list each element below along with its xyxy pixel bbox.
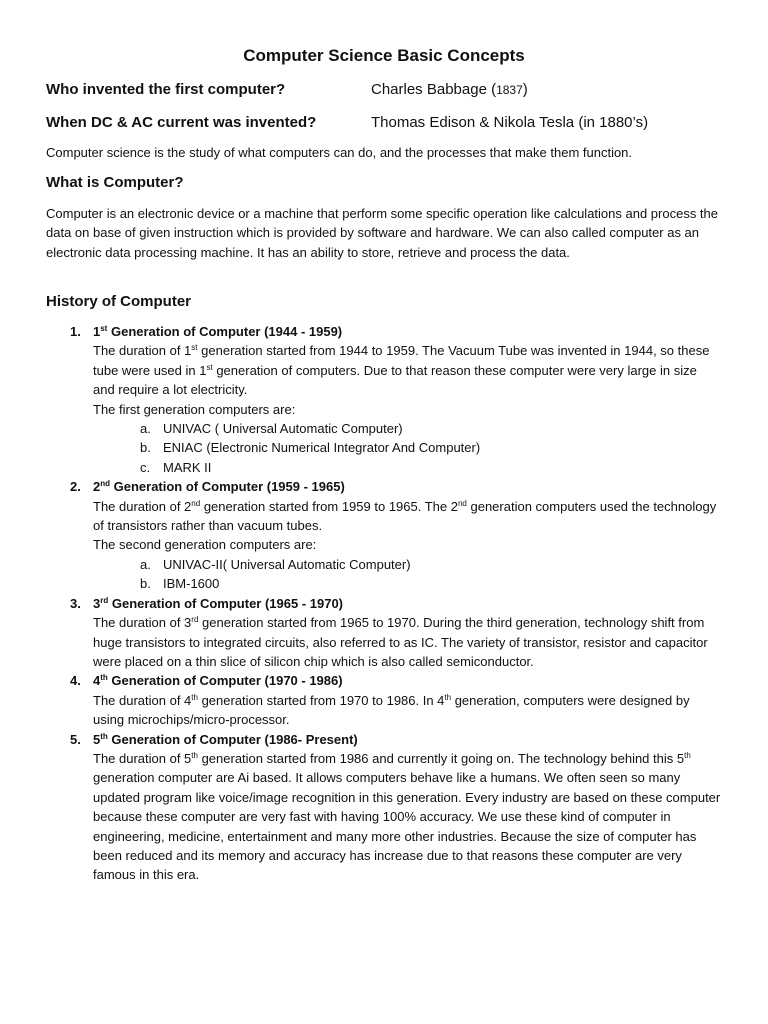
computer-list: [93, 555, 722, 594]
computer-name: UNIVAC-II( Universal Automatic Computer): [163, 556, 411, 572]
ordinal-suffix: rd: [100, 595, 109, 605]
generation-title: 1st Generation of Computer (1944 - 1959): [93, 324, 343, 339]
generation-item: [46, 730, 722, 885]
list-letter: c.: [140, 459, 151, 475]
list-letter: b.: [140, 576, 151, 592]
computer-list: [93, 419, 722, 477]
answer-year: 1837: [496, 83, 523, 97]
computer-name: MARK II: [163, 459, 212, 475]
generation-number: 5.: [70, 731, 81, 747]
answer: [371, 114, 648, 131]
what-heading: What is Computer?: [46, 174, 184, 191]
ordinal-suffix: th: [191, 750, 198, 760]
list-letter: b.: [140, 440, 151, 456]
ordinal-suffix: th: [100, 673, 108, 683]
ordinal-suffix: rd: [191, 615, 199, 625]
generation-description: The duration of 1st generation started from 1944 to 1959. The Vacuum Tube was invented in 1944, so these tube were used in 1st generation of computers. Due to that reason these computer were very large in size and require a lot electricity.: [93, 343, 710, 398]
answer-text: Thomas Edison & Nikola Tesla (in 1880’s): [371, 114, 649, 131]
what-paragraph: Computer is an electronic device or a machine that perform some specific operation like calculations and process the data on base of given instruction which is provided by software and hardware. We can also called computer as an electronic data processing machine. It has an ability to store, retrieve and process the data.: [46, 206, 719, 260]
generation-number: 4.: [70, 673, 81, 689]
list-letter: a.: [140, 556, 151, 572]
computer-list-item: [93, 574, 722, 593]
history-heading: History of Computer: [46, 293, 192, 310]
generation-number: 2.: [70, 479, 81, 495]
generation-number: 1.: [70, 324, 81, 339]
ordinal-suffix: nd: [191, 498, 201, 508]
ordinal-suffix: nd: [457, 498, 467, 508]
answer: [371, 81, 528, 98]
computer-list-intro: The second generation computers are:: [93, 537, 317, 553]
question: When DC & AC current was invented?: [46, 114, 317, 131]
ordinal-suffix: th: [191, 692, 198, 702]
generation-description: The duration of 2nd generation started from 1959 to 1965. The 2nd generation computers used the technology of transistors rather than vacuum tubes.: [93, 498, 717, 534]
generation-item: [46, 322, 722, 477]
generation-item: [46, 671, 722, 729]
generation-description: The duration of 3rd generation started from 1965 to 1970. During the third generation, technology shift from huge transistors to integrated circuits, also referred to as IC. The variety of transistor, resistor and capacitor were placed on a thin slice of silicon chip which is also called semiconductor.: [93, 615, 708, 669]
document-title: Computer Science Basic Concepts: [243, 46, 525, 65]
generation-item: [46, 594, 722, 672]
computer-list-item: [93, 419, 722, 438]
ordinal-suffix: th: [684, 750, 691, 760]
ordinal-suffix: th: [100, 731, 108, 741]
computer-list-intro: The first generation computers are:: [93, 401, 296, 417]
generation-item: [46, 477, 722, 593]
generation-number: 3.: [70, 595, 81, 611]
generation-title: 3rd Generation of Computer (1965 - 1970): [93, 595, 344, 611]
generation-list: [46, 322, 722, 885]
ordinal-suffix: st: [206, 362, 213, 372]
ordinal-suffix: st: [191, 343, 198, 353]
computer-name: UNIVAC ( Universal Automatic Computer): [163, 421, 403, 437]
ordinal-suffix: nd: [100, 479, 111, 489]
ordinal-suffix: st: [100, 324, 108, 333]
computer-name: IBM-1600: [163, 576, 220, 592]
ordinal-suffix: th: [444, 692, 452, 702]
answer-tail: ): [522, 81, 528, 98]
computer-list-item: [93, 438, 722, 457]
computer-list-item: [93, 555, 722, 574]
list-letter: a.: [140, 421, 151, 437]
generation-description: The duration of 4th generation started from 1970 to 1986. In 4th generation, computers were designed by using microchips/micro-processor.: [93, 692, 690, 728]
generation-title: 4th Generation of Computer (1970 - 1986): [93, 673, 343, 689]
computer-list-item: [93, 458, 722, 477]
intro-paragraph: Computer science is the study of what computers can do, and the processes that make them function.: [46, 145, 633, 160]
generation-title: 5th Generation of Computer (1986- Present): [93, 731, 358, 747]
generation-title: 2nd Generation of Computer (1959 - 1965): [93, 479, 345, 495]
generation-description: The duration of 5th generation started from 1986 and currently it going on. The technology behind this 5th generation computer are Ai based. It allows computers behave like a humans. We often seen so many updated program like voice/image recognition in this generation. Every industry are based on these computer because these computer are very fast with having 100% accuracy. We use these kind of computer in engineering, medicine, entertainment and many more other industries. Because the size of computer has been reduced and its memory and accuracy has increase due to that reasons these computer are very famous in this era.: [93, 750, 721, 883]
computer-name: ENIAC (Electronic Numerical Integrator And Computer): [163, 440, 481, 456]
question: Who invented the first computer?: [46, 81, 286, 98]
answer-text: Charles Babbage (: [371, 81, 497, 98]
